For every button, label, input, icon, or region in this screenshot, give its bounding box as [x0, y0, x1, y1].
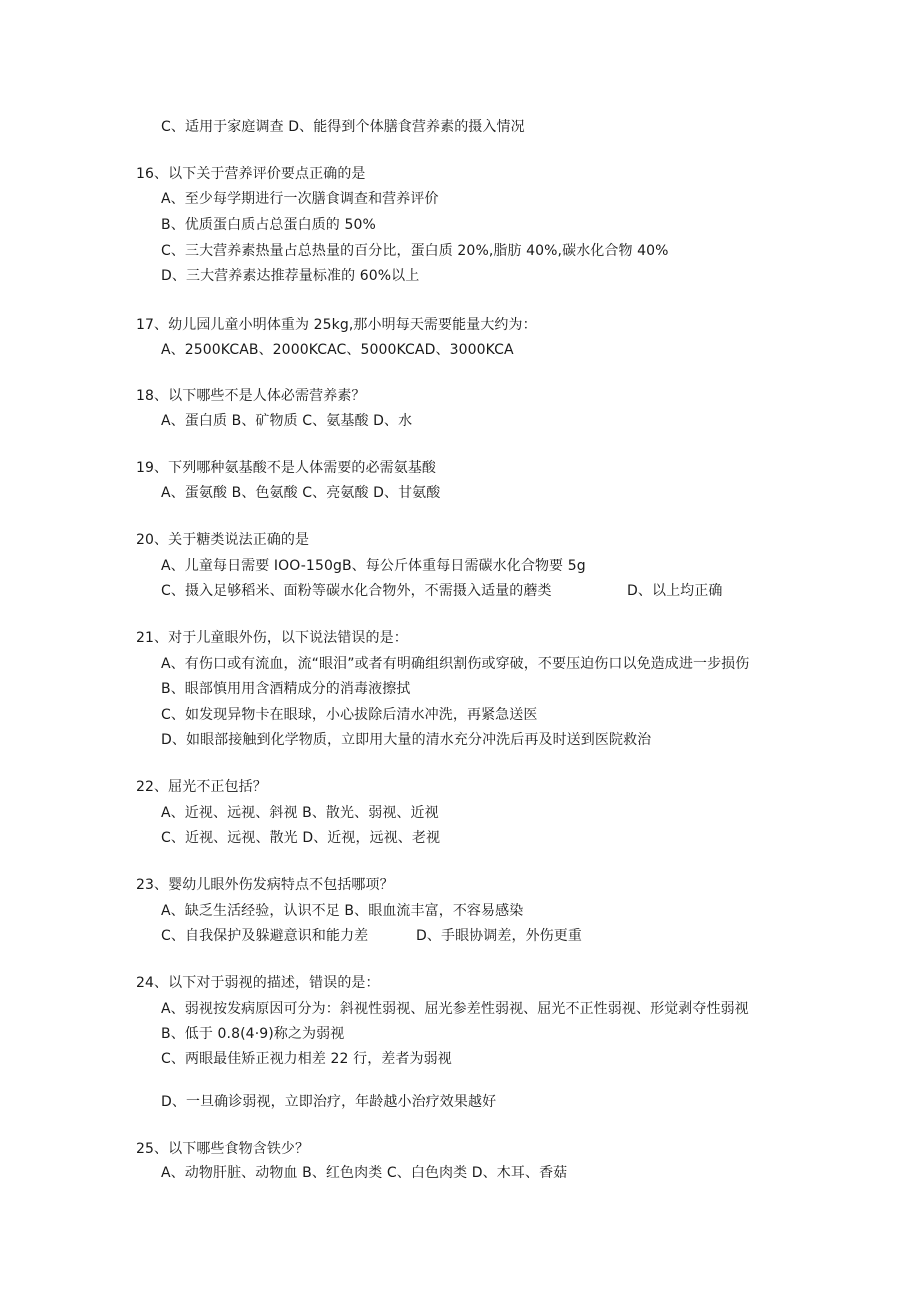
question-23-option-d: D、手眼协调差，外伤更重: [416, 928, 582, 944]
question-23-option-c: C、自我保护及躲避意识和能力差: [161, 928, 369, 944]
question-16-title: 16、以下关于营养评价要点正确的是: [136, 166, 366, 182]
question-19-title: 19、下列哪种氨基酸不是人体需要的必需氨基酸: [136, 460, 437, 476]
question-20-title: 20、关于糖类说法正确的是: [136, 532, 310, 548]
question-21-option-c: C、如发现异物卡在眼球，小心拔除后清水冲洗，再紧急送医: [161, 707, 538, 723]
question-18-title: 18、以下哪些不是人体必需营养素？: [136, 388, 366, 404]
question-24-option-a: A、弱视按发病原因可分为：斜视性弱视、屈光参差性弱视、屈光不正性弱视、形觉剥夺性弱视: [161, 1001, 749, 1017]
question-16-option-b: B、优质蛋白质占总蛋白质的 50%: [161, 217, 376, 233]
question-17-title: 17、幼儿园儿童小明体重为 25kg,那小明每天需要能量大约为：: [136, 317, 537, 333]
question-20-option-ab: A、儿童每日需要 IOO-150gB、每公斤体重每日需碳水化合物要 5g: [161, 558, 586, 574]
question-20-option-c: C、摄入足够稻米、面粉等碳水化合物外，不需摄入适量的蘑类: [161, 583, 552, 599]
question-21-title: 21、对于儿童眼外伤，以下说法错误的是：: [136, 630, 408, 646]
question-21-option-b: B、眼部慎用用含酒精成分的消毒液擦拭: [161, 681, 411, 697]
question-23-option-ab: A、缺乏生活经验，认识不足 B、眼血流丰富，不容易感染: [161, 903, 524, 919]
intro-option: C、适用于家庭调查 D、能得到个体膳食营养素的摄入情况: [161, 119, 525, 135]
question-20-option-d: D、以上均正确: [627, 583, 723, 599]
question-22-title: 22、屈光不正包括？: [136, 779, 267, 795]
question-16-option-d: D、三大营养素达推荐量标准的 60%以上: [161, 268, 420, 284]
question-22-option-ab: A、近视、远视、斜视 B、散光、弱视、近视: [161, 805, 439, 821]
question-18-options: A、蛋白质 B、矿物质 C、氨基酸 D、水: [161, 413, 413, 429]
question-16-option-c: C、三大营养素热量占总热量的百分比，蛋白质 20%,脂肪 40%,碳水化合物 40%: [161, 243, 669, 259]
question-16-option-a: A、至少每学期进行一次膳食调查和营养评价: [161, 191, 439, 207]
question-25-title: 25、以下哪些食物含铁少？: [136, 1141, 310, 1157]
question-24-title: 24、以下对于弱视的描述，错误的是：: [136, 975, 380, 991]
question-21-option-d: D、如眼部接触到化学物质，立即用大量的清水充分冲洗后再及时送到医院救治: [161, 732, 652, 748]
question-23-title: 23、婴幼儿眼外伤发病特点不包括哪项？: [136, 877, 394, 893]
question-17-options: A、2500KCAB、2000KCAC、5000KCAD、3000KCA: [161, 342, 514, 358]
question-24-option-c: C、两眼最佳矫正视力相差 22 行，差者为弱视: [161, 1051, 452, 1067]
question-21-option-a: A、有伤口或有流血，流“眼泪”或者有明确组织割伤或穿破，不要压迫伤口以免造成进一步损伤: [161, 656, 750, 672]
question-25-options: A、动物肝脏、动物血 B、红色肉类 C、白色肉类 D、木耳、香菇: [161, 1165, 568, 1181]
question-19-options: A、蛋氨酸 B、色氨酸 C、亮氨酸 D、甘氨酸: [161, 485, 441, 501]
question-24-option-d: D、一旦确诊弱视，立即治疗，年龄越小治疗效果越好: [161, 1094, 497, 1110]
question-22-option-cd: C、近视、远视、散光 D、近视，远视、老视: [161, 830, 441, 846]
question-24-option-b: B、低于 0.8(4·9)称之为弱视: [161, 1026, 345, 1042]
